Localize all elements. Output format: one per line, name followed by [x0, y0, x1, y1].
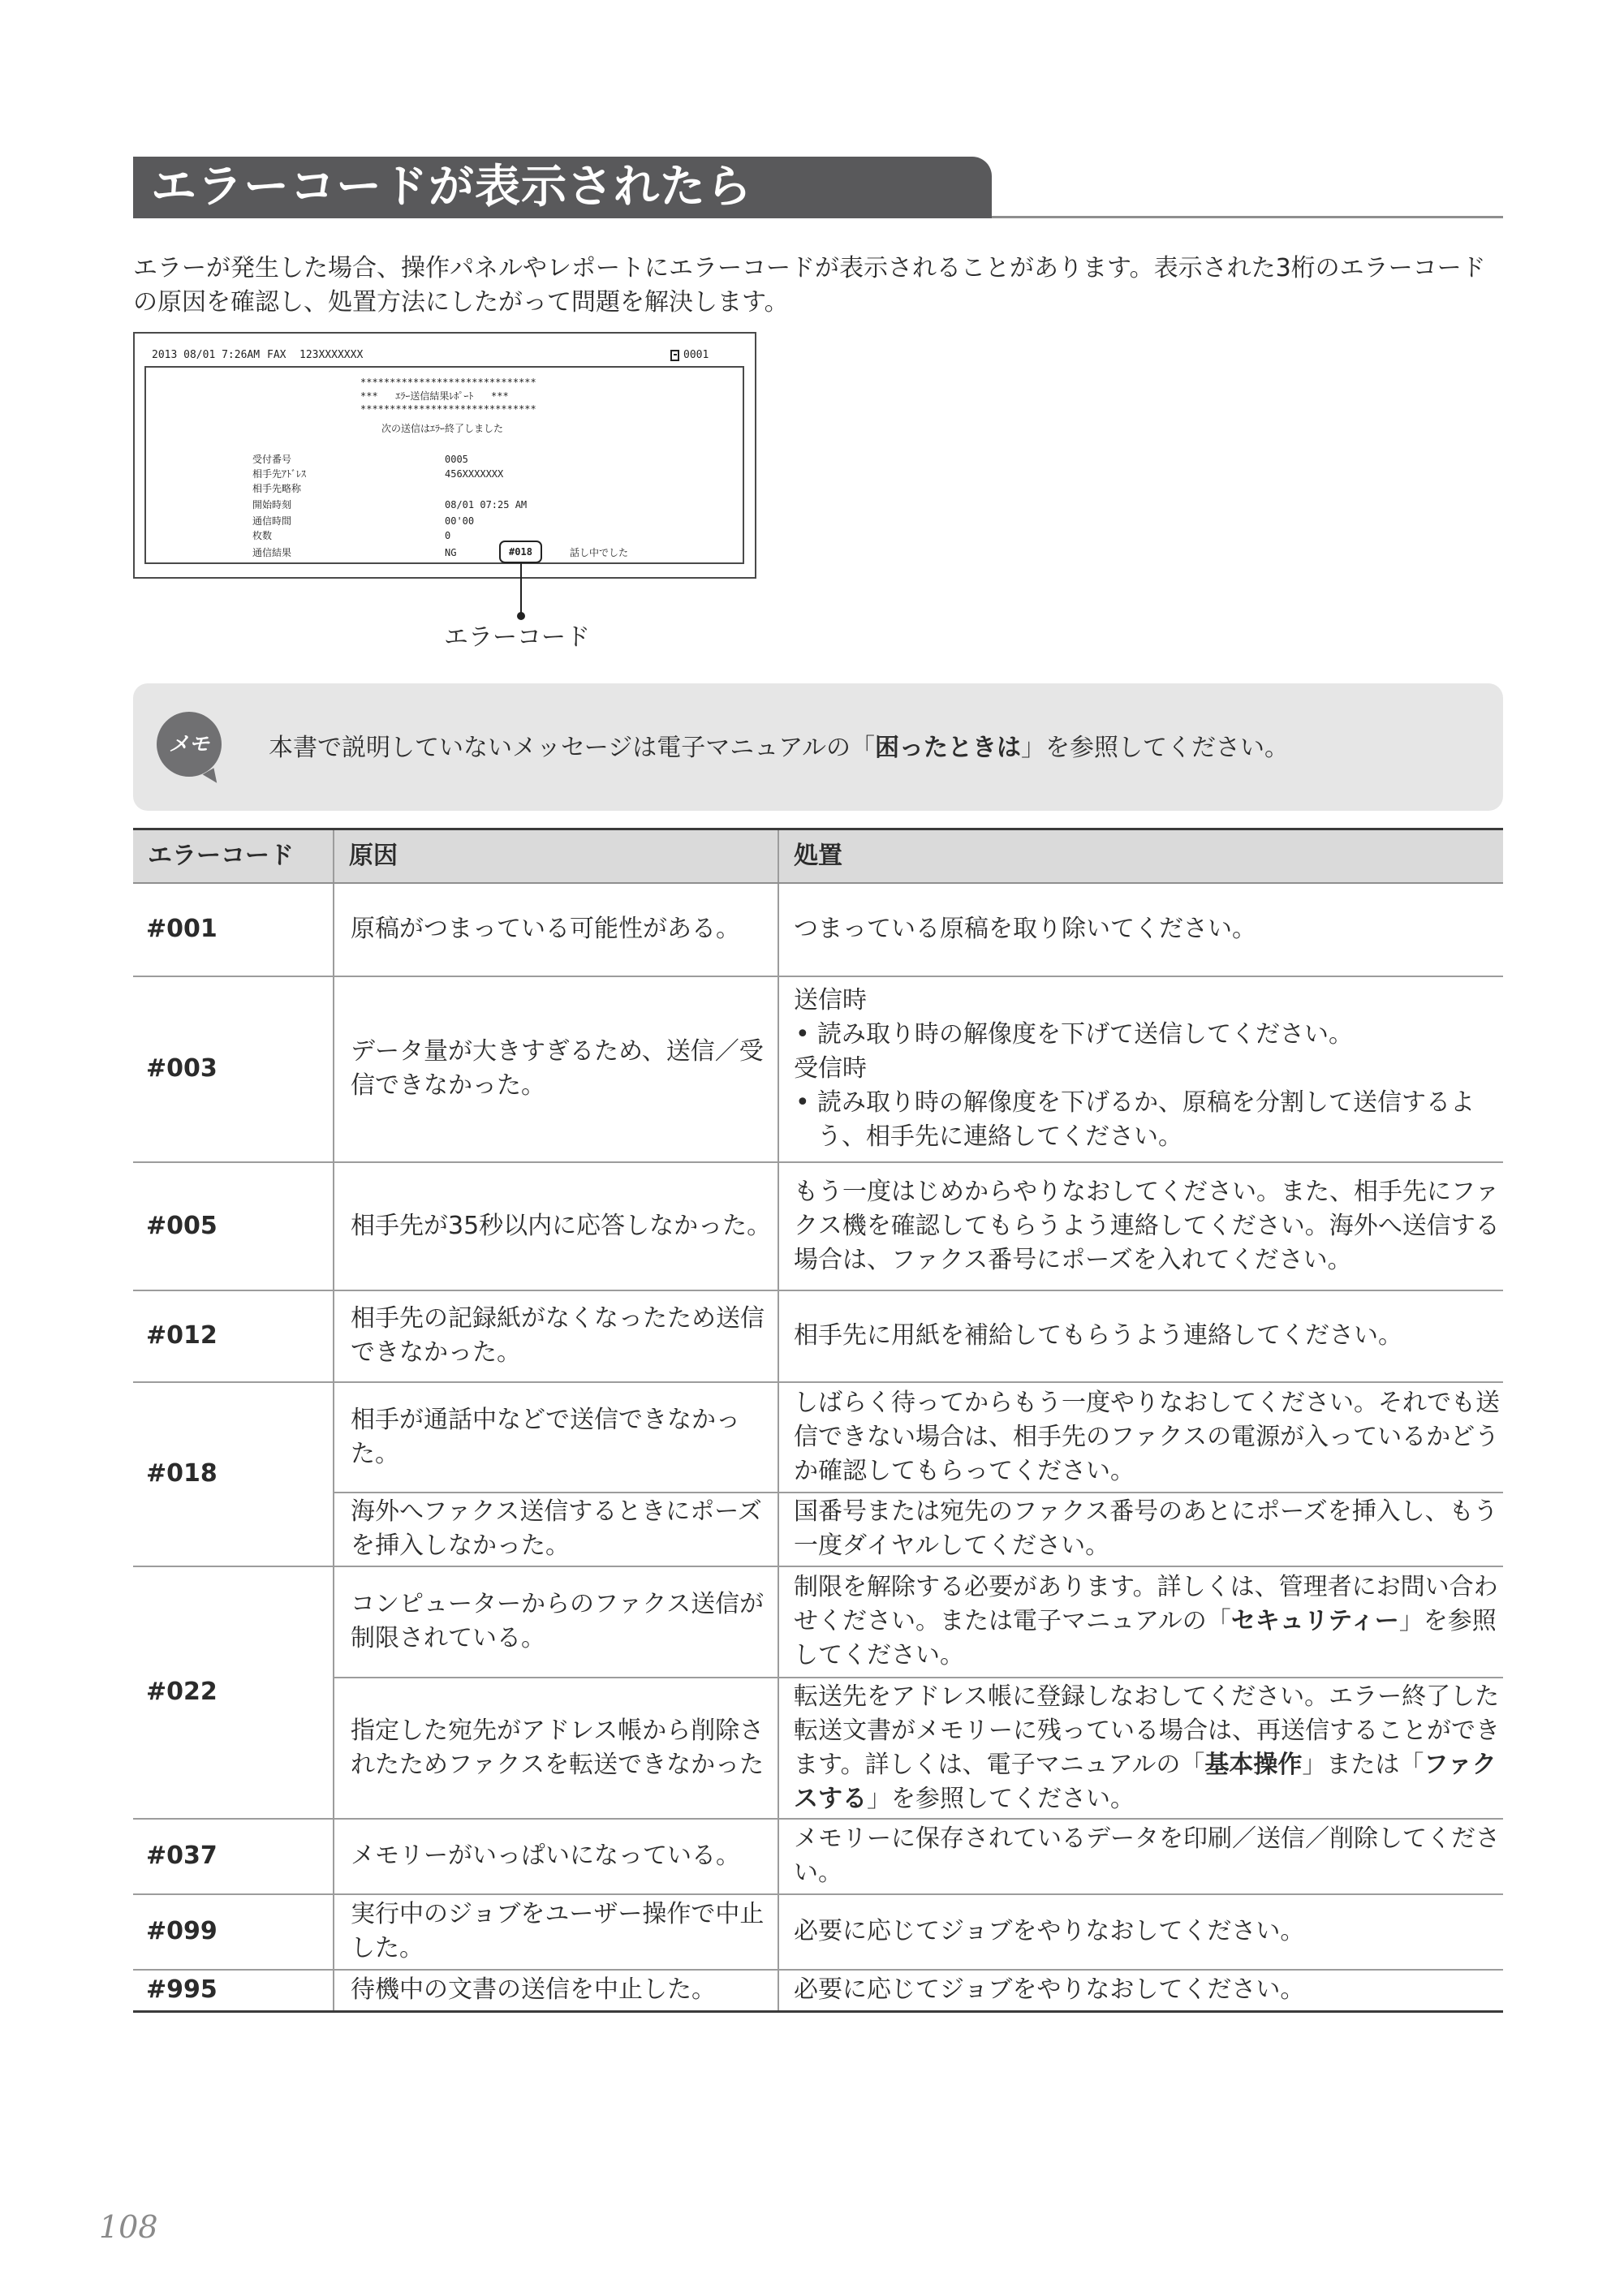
report-field-label: 受付番号 — [252, 454, 292, 465]
report-result-label: 通信結果 — [252, 547, 292, 558]
error-code-cell: #001 — [133, 883, 334, 976]
action-cell: もう一度はじめからやりなおしてください。また、相手先にファクス機を確認してもらうよう連絡してください。海外へ送信する場合は、ファクス番号にポーズを入れてください。 — [778, 1162, 1503, 1290]
action-cell — [778, 976, 1503, 1162]
action-text-part: 」または「 — [1302, 1750, 1424, 1779]
intro-paragraph: エラーが発生した場合、操作パネルやレポートにエラーコードが表示されることがあります。表示された3桁のエラーコードの原因を確認し、処置方法にしたがって問題を解決します。 — [133, 254, 1486, 317]
cause-cell: コンピューターからのファクス送信が制限されている。 — [334, 1566, 778, 1678]
cause-cell: 指定した宛先がアドレス帳から削除されたためファクスを転送できなかった — [334, 1678, 778, 1819]
callout-dot — [517, 612, 525, 620]
memo-badge-icon: メモ — [157, 712, 222, 777]
report-field-label: 相手先ｱﾄﾞﾚｽ — [252, 468, 307, 480]
action-cell: つまっている原稿を取り除いてください。 — [778, 883, 1503, 976]
cause-cell: 相手が通話中などで送信できなかった。 — [334, 1382, 778, 1493]
table-row — [133, 1162, 1503, 1290]
report-field-value: 0005 — [445, 454, 468, 465]
report-result-value: NG — [445, 547, 457, 558]
table-row — [133, 1290, 1503, 1382]
action-cell — [778, 1566, 1503, 1678]
report-stars-bottom: ****************************** — [360, 403, 536, 415]
cause-cell: 相手先が35秒以内に応答しなかった。 — [334, 1162, 778, 1290]
table-row — [133, 1894, 1503, 1970]
cause-cell: メモリーがいっぱいになっている。 — [334, 1819, 778, 1894]
column-header-code: エラーコード — [133, 829, 334, 883]
action-cell: 必要に応じてジョブをやりなおしてください。 — [778, 1970, 1503, 2012]
table-body — [133, 883, 1503, 2012]
action-bullet-item: • 読み取り時の解像度を下げるか、原稿を分割して送信するよう、相手先に連絡してください。 — [794, 1086, 1500, 1154]
report-title: *** ｴﾗｰ送信結果ﾚﾎﾟｰﾄ *** — [360, 390, 509, 402]
report-field-label: 相手先略称 — [252, 483, 302, 494]
report-error-code-highlight: #018 — [499, 541, 542, 563]
cause-cell: 実行中のジョブをユーザー操作で中止した。 — [334, 1894, 778, 1970]
action-cell: 国番号または宛先のファクス番号のあとにポーズを挿入し、もう一度ダイヤルしてください。 — [778, 1493, 1503, 1566]
action-text-part: 制限を解除する必要があります。詳しくは、管理者にお問い合わせください。または電子マニュアルの「 — [794, 1573, 1498, 1635]
error-code-cell: #995 — [133, 1970, 334, 2012]
memo-text-part: 」を参照してください。 — [1021, 734, 1289, 762]
cause-cell: 原稿がつまっている可能性がある。 — [334, 883, 778, 976]
action-text-part: 」を参照してください。 — [794, 1607, 1497, 1669]
report-page-number: 0001 — [683, 349, 709, 361]
action-cell: 相手先に用紙を補給してもらうよう連絡してください。 — [778, 1290, 1503, 1382]
table-row — [133, 1382, 1503, 1493]
memo-text — [269, 731, 1289, 765]
error-code-table — [133, 828, 1503, 2013]
table-row — [133, 1970, 1503, 2012]
action-bold-term: セキュリティー — [1230, 1607, 1399, 1635]
section-title: エラーコードが表示されたら — [151, 161, 752, 213]
error-code-cell: #022 — [133, 1566, 334, 1819]
page-number: 108 — [99, 2209, 158, 2245]
action-bold-term: 基本操作 — [1204, 1750, 1303, 1779]
cause-cell: データ量が大きすぎるため、送信／受信できなかった。 — [334, 976, 778, 1162]
report-field-label: 通信時間 — [252, 515, 292, 527]
table-row — [133, 976, 1503, 1162]
report-result-note: 話し中でした — [570, 547, 629, 558]
fax-report-illustration — [133, 332, 756, 579]
page-icon — [670, 350, 679, 361]
cause-cell: 待機中の文書の送信を中止した。 — [334, 1970, 778, 2012]
error-code-cell: #037 — [133, 1819, 334, 1894]
report-field-value: 456XXXXXXX — [445, 468, 504, 480]
action-cell: しばらく待ってからもう一度やりなおしてください。それでも送信できない場合は、相手先のファクスの電源が入っているかどうか確認してもらってください。 — [778, 1382, 1503, 1493]
report-message: 次の送信はｴﾗｰ終了しました — [381, 423, 504, 434]
report-body — [144, 366, 744, 564]
memo-box — [133, 683, 1503, 811]
action-text-part: 転送先をアドレス帳に登録しなおしてください。エラー終了した転送文書がメモリーに残っている場合は、再送信することができます。詳しくは、電子マニュアルの「 — [794, 1682, 1500, 1779]
report-field-value: 00'00 — [445, 515, 475, 527]
error-code-cell: #018 — [133, 1382, 334, 1566]
table-row — [133, 1566, 1503, 1678]
action-bullet-item: • 読み取り時の解像度を下げて送信してください。 — [794, 1018, 1500, 1052]
action-subheading: 送信時 — [794, 986, 867, 1014]
action-subheading: 受信時 — [794, 1054, 867, 1083]
report-field-value: 08/01 07:25 AM — [445, 499, 528, 510]
report-mode: FAX — [267, 349, 286, 361]
column-header-cause: 原因 — [334, 829, 778, 883]
action-text-part: 」を参照してください。 — [867, 1784, 1135, 1813]
table-header — [133, 829, 1503, 883]
report-field-value: 0 — [445, 530, 451, 541]
action-cell: 必要に応じてジョブをやりなおしてください。 — [778, 1894, 1503, 1970]
action-cell: メモリーに保存されているデータを印刷／送信／削除してください。 — [778, 1819, 1503, 1894]
table-subrow — [133, 1678, 1503, 1819]
section-title-bar — [133, 157, 992, 218]
table-header-row — [133, 829, 1503, 883]
table-subrow — [133, 1493, 1503, 1566]
report-datetime: 2013 08/01 7:26AM — [152, 349, 261, 361]
callout-label: エラーコード — [444, 623, 590, 652]
table-row — [133, 1819, 1503, 1894]
memo-bold-term: 困ったときは — [875, 734, 1021, 762]
cause-cell: 相手先の記録紙がなくなったため送信できなかった。 — [334, 1290, 778, 1382]
title-underline — [992, 216, 1503, 218]
cause-cell: 海外へファクス送信するときにポーズを挿入しなかった。 — [334, 1493, 778, 1566]
error-code-cell: #012 — [133, 1290, 334, 1382]
memo-text-part: 本書で説明していないメッセージは電子マニュアルの「 — [269, 734, 875, 762]
callout-leader-line — [520, 563, 522, 616]
report-fax-number: 123XXXXXXX — [299, 349, 364, 361]
column-header-action: 処置 — [778, 829, 1503, 883]
report-field-label: 枚数 — [252, 530, 273, 541]
action-cell — [778, 1678, 1503, 1819]
error-code-cell: #005 — [133, 1162, 334, 1290]
table-row — [133, 883, 1503, 976]
action-bold-term: ファクスする — [794, 1750, 1497, 1813]
error-code-cell: #099 — [133, 1894, 334, 1970]
report-field-label: 開始時刻 — [252, 499, 292, 510]
error-code-cell: #003 — [133, 976, 334, 1162]
report-stars-top: ****************************** — [360, 377, 536, 388]
